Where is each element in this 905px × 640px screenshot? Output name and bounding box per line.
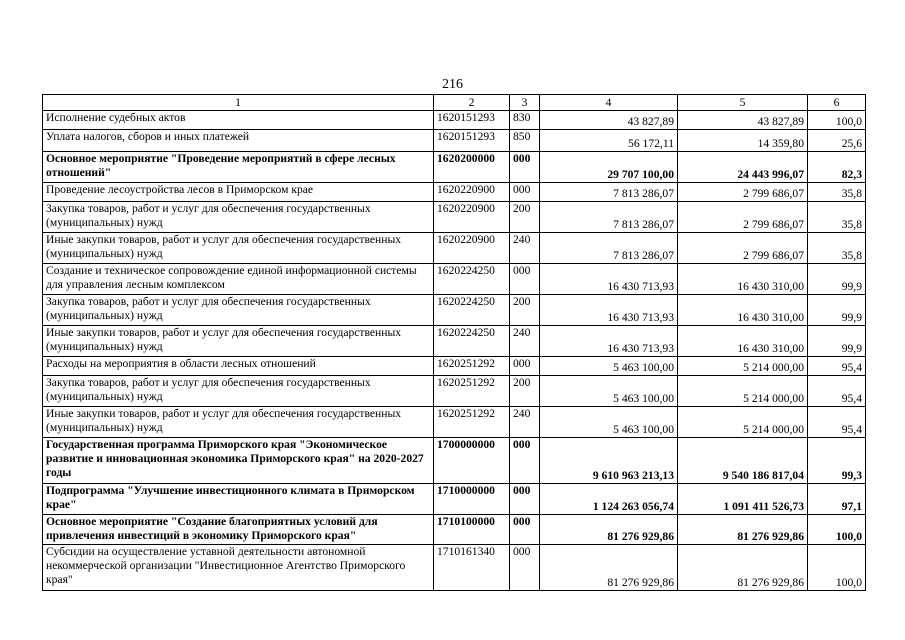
- execution-percent-cell: 25,6: [808, 130, 866, 152]
- target-article-code-cell: 1620224250: [434, 295, 510, 326]
- column-number-6: 6: [808, 95, 866, 111]
- executed-amount-cell: 16 430 310,00: [678, 264, 808, 295]
- target-article-code-cell: 1620251292: [434, 376, 510, 407]
- table-row: [43, 233, 866, 264]
- row-name-cell: Субсидии на осуществление уставной деятельности автономной некоммерческой организации "Инвестиционное Агентство Приморского края": [43, 545, 434, 591]
- execution-percent-cell: 100,0: [808, 545, 866, 591]
- target-article-code-cell: 1620200000: [434, 152, 510, 183]
- expense-type-code-cell: 850: [510, 130, 540, 152]
- row-name-cell: Исполнение судебных актов: [43, 111, 434, 130]
- target-article-code-cell: 1620251292: [434, 407, 510, 438]
- row-name-cell: Закупка товаров, работ и услуг для обеспечения государственных (муниципальных) нужд: [43, 202, 434, 233]
- table-row: [43, 130, 866, 152]
- target-article-code-cell: 1620224250: [434, 326, 510, 357]
- executed-amount-cell: 2 799 686,07: [678, 233, 808, 264]
- row-name-cell: Основное мероприятие "Проведение мероприятий в сфере лесных отношений": [43, 152, 434, 183]
- planned-amount-cell: 16 430 713,93: [540, 295, 678, 326]
- execution-percent-cell: 99,9: [808, 326, 866, 357]
- executed-amount-cell: 1 091 411 526,73: [678, 484, 808, 515]
- planned-amount-cell: 56 172,11: [540, 130, 678, 152]
- executed-amount-cell: 2 799 686,07: [678, 183, 808, 202]
- executed-amount-cell: 24 443 996,07: [678, 152, 808, 183]
- expense-type-code-cell: 000: [510, 183, 540, 202]
- budget-table: [42, 94, 866, 591]
- executed-amount-cell: 81 276 929,86: [678, 515, 808, 545]
- target-article-code-cell: 1620220900: [434, 183, 510, 202]
- target-article-code-cell: 1700000000: [434, 438, 510, 484]
- expense-type-code-cell: 200: [510, 202, 540, 233]
- execution-percent-cell: 35,8: [808, 183, 866, 202]
- target-article-code-cell: 1620224250: [434, 264, 510, 295]
- planned-amount-cell: 43 827,89: [540, 111, 678, 130]
- row-name-cell: Закупка товаров, работ и услуг для обеспечения государственных (муниципальных) нужд: [43, 295, 434, 326]
- execution-percent-cell: 99,3: [808, 438, 866, 484]
- executed-amount-cell: 5 214 000,00: [678, 357, 808, 376]
- target-article-code-cell: 1710100000: [434, 515, 510, 545]
- execution-percent-cell: 100,0: [808, 515, 866, 545]
- planned-amount-cell: 16 430 713,93: [540, 326, 678, 357]
- table-row: [43, 357, 866, 376]
- row-name-cell: Иные закупки товаров, работ и услуг для обеспечения государственных (муниципальных) нужд: [43, 407, 434, 438]
- column-number-2: 2: [434, 95, 510, 111]
- execution-percent-cell: 95,4: [808, 407, 866, 438]
- table-row: [43, 515, 866, 545]
- expense-type-code-cell: 000: [510, 264, 540, 295]
- expense-type-code-cell: 200: [510, 376, 540, 407]
- row-name-cell: Расходы на мероприятия в области лесных отношений: [43, 357, 434, 376]
- target-article-code-cell: 1710000000: [434, 484, 510, 515]
- target-article-code-cell: 1710161340: [434, 545, 510, 591]
- table-row: [43, 438, 866, 484]
- executed-amount-cell: 43 827,89: [678, 111, 808, 130]
- column-number-row: [43, 95, 866, 111]
- expense-type-code-cell: 240: [510, 407, 540, 438]
- planned-amount-cell: 7 813 286,07: [540, 183, 678, 202]
- table-row: [43, 326, 866, 357]
- table-row: [43, 376, 866, 407]
- executed-amount-cell: 5 214 000,00: [678, 407, 808, 438]
- executed-amount-cell: 9 540 186 817,04: [678, 438, 808, 484]
- expense-type-code-cell: 240: [510, 326, 540, 357]
- execution-percent-cell: 99,9: [808, 295, 866, 326]
- target-article-code-cell: 1620220900: [434, 202, 510, 233]
- expense-type-code-cell: 000: [510, 152, 540, 183]
- executed-amount-cell: 14 359,80: [678, 130, 808, 152]
- expense-type-code-cell: 000: [510, 545, 540, 591]
- executed-amount-cell: 81 276 929,86: [678, 545, 808, 591]
- expense-type-code-cell: 000: [510, 484, 540, 515]
- row-name-cell: Закупка товаров, работ и услуг для обеспечения государственных (муниципальных) нужд: [43, 376, 434, 407]
- target-article-code-cell: 1620151293: [434, 130, 510, 152]
- executed-amount-cell: 16 430 310,00: [678, 295, 808, 326]
- execution-percent-cell: 95,4: [808, 357, 866, 376]
- execution-percent-cell: 100,0: [808, 111, 866, 130]
- column-number-1: 1: [43, 95, 434, 111]
- expense-type-code-cell: 240: [510, 233, 540, 264]
- executed-amount-cell: 2 799 686,07: [678, 202, 808, 233]
- table-row: [43, 111, 866, 130]
- expense-type-code-cell: 000: [510, 438, 540, 484]
- execution-percent-cell: 99,9: [808, 264, 866, 295]
- row-name-cell: Создание и техническое сопровождение единой информационной системы для управления лесным комплексом: [43, 264, 434, 295]
- planned-amount-cell: 81 276 929,86: [540, 545, 678, 591]
- column-number-3: 3: [510, 95, 540, 111]
- row-name-cell: Подпрограмма "Улучшение инвестиционного климата в Приморском крае": [43, 484, 434, 515]
- expense-type-code-cell: 200: [510, 295, 540, 326]
- execution-percent-cell: 82,3: [808, 152, 866, 183]
- planned-amount-cell: 29 707 100,00: [540, 152, 678, 183]
- planned-amount-cell: 16 430 713,93: [540, 264, 678, 295]
- executed-amount-cell: 16 430 310,00: [678, 326, 808, 357]
- table-row: [43, 545, 866, 591]
- table-row: [43, 152, 866, 183]
- row-name-cell: Иные закупки товаров, работ и услуг для обеспечения государственных (муниципальных) нужд: [43, 233, 434, 264]
- planned-amount-cell: 7 813 286,07: [540, 202, 678, 233]
- execution-percent-cell: 35,8: [808, 233, 866, 264]
- table-row: [43, 183, 866, 202]
- row-name-cell: Государственная программа Приморского края "Экономическое развитие и инновационная экономика Приморского края" на 2020-2027 годы: [43, 438, 434, 484]
- table-row: [43, 407, 866, 438]
- target-article-code-cell: 1620251292: [434, 357, 510, 376]
- planned-amount-cell: 5 463 100,00: [540, 357, 678, 376]
- row-name-cell: Иные закупки товаров, работ и услуг для обеспечения государственных (муниципальных) нужд: [43, 326, 434, 357]
- row-name-cell: Уплата налогов, сборов и иных платежей: [43, 130, 434, 152]
- planned-amount-cell: 5 463 100,00: [540, 376, 678, 407]
- expense-type-code-cell: 830: [510, 111, 540, 130]
- expense-type-code-cell: 000: [510, 357, 540, 376]
- table-row: [43, 484, 866, 515]
- planned-amount-cell: 7 813 286,07: [540, 233, 678, 264]
- row-name-cell: Проведение лесоустройства лесов в Приморском крае: [43, 183, 434, 202]
- planned-amount-cell: 9 610 963 213,13: [540, 438, 678, 484]
- page-number: 216: [442, 77, 463, 92]
- execution-percent-cell: 97,1: [808, 484, 866, 515]
- row-name-cell: Основное мероприятие "Создание благоприятных условий для привлечения инвестиций в экономику Приморского края": [43, 515, 434, 545]
- executed-amount-cell: 5 214 000,00: [678, 376, 808, 407]
- planned-amount-cell: 5 463 100,00: [540, 407, 678, 438]
- planned-amount-cell: 81 276 929,86: [540, 515, 678, 545]
- target-article-code-cell: 1620151293: [434, 111, 510, 130]
- execution-percent-cell: 95,4: [808, 376, 866, 407]
- target-article-code-cell: 1620220900: [434, 233, 510, 264]
- execution-percent-cell: 35,8: [808, 202, 866, 233]
- table-row: [43, 202, 866, 233]
- expense-type-code-cell: 000: [510, 515, 540, 545]
- table-row: [43, 295, 866, 326]
- column-number-4: 4: [540, 95, 678, 111]
- table-row: [43, 264, 866, 295]
- planned-amount-cell: 1 124 263 056,74: [540, 484, 678, 515]
- column-number-5: 5: [678, 95, 808, 111]
